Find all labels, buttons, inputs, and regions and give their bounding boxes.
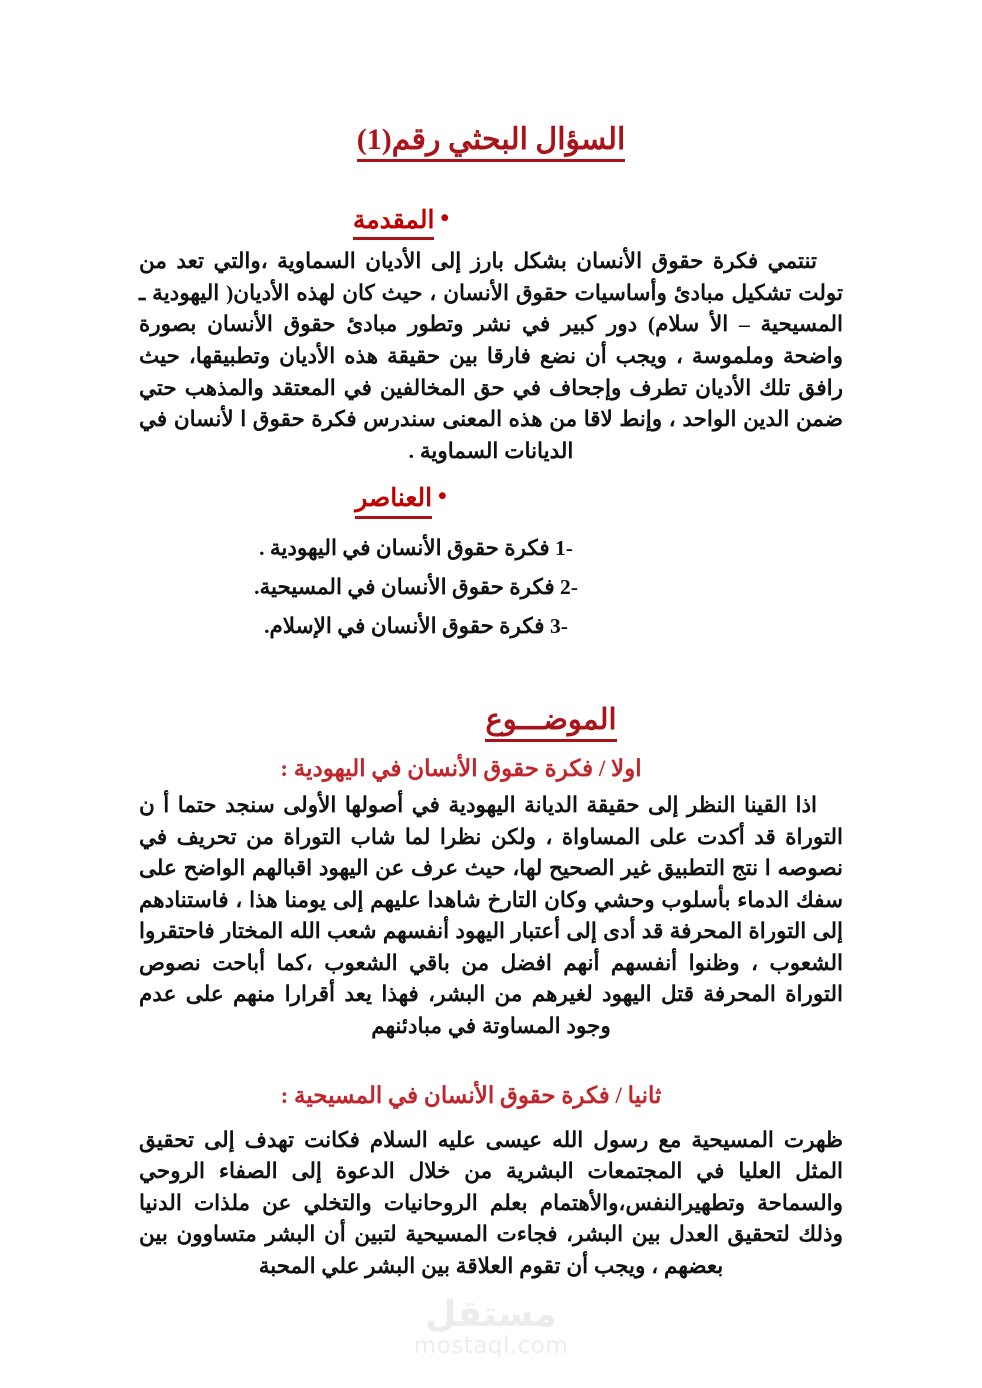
bullet-icon: • (438, 483, 447, 511)
list-item-label: فكرة حقوق الأنسان في المسيحية. (254, 574, 555, 599)
list-item (139, 568, 843, 607)
page-title-text: السؤال البحثي رقم(1) (357, 122, 626, 162)
list-item-label: فكرة حقوق الأنسان في اليهودية . (259, 535, 550, 560)
list-item-label: فكرة حقوق الأنسان في الإسلام. (264, 613, 545, 638)
section-heading-elements-label: العناصر (355, 483, 432, 518)
section-heading-introduction (139, 203, 843, 240)
christianity-paragraph: ظهرت المسيحية مع رسول الله عيسى عليه السلام فكانت تهدف إلى تحقيق المثل العليا في المجتمعات البشرية من خلال الدعوة إلى الصفاء الروحي والسماحة وتطهيرالنفس،والأهتمام بعلم الروحانيات والتخلي عن ملذات الدنيا وذلك لتحقيق العدل بين البشر، فجاءت المسيحية لتبين أن البشر متساوون بين بعضهم ، ويجب أن تقوم العلاقة بين البشر علي المحبة (139, 1127, 843, 1278)
watermark-logo-text: مستقل (425, 1294, 557, 1335)
subsection-heading-christianity: ثانيا / فكرة حقوق الأنسان في المسيحية : (280, 1082, 662, 1108)
watermark-url-text: mostaql.com (413, 1332, 569, 1359)
judaism-paragraph: اذا القينا النظر إلى حقيقة الديانة اليهودية في أصولها الأولى سنجد حتما أ ن التوراة قد أكدت على المساواة ، ولكن نظرا لما شاب التوراة من تحريف في نصوصه ا نتج التطبيق غير الصحيح لها، حيث عرف عن اليهود اقبالهم الواضح على سفك الدماء بأسلوب وحشي وكان التارخ شاهدا عليهم إلى يومنا هذا ، فاستنادهم إلى التوراة المحرفة قد أدى إلى أعتبار اليهود أنفسهم شعب الله المختار فاحتقروا الشعوب ، وظنوا أنفسهم أنهم افضل من باقي الشعوب ،كما أباحت نصوص التوراة المحرفة قتل اليهود لغيرهم من البشر، فهذا يعد أقرارا منهم على عدم وجود المساوتة في مبادئنهم (139, 792, 843, 1039)
section-heading-topic (139, 702, 843, 742)
section-heading-elements (139, 481, 843, 518)
list-item-number: 2- (560, 574, 578, 599)
bullet-icon: • (440, 205, 450, 232)
watermark (0, 1296, 982, 1359)
elements-list (139, 529, 843, 646)
introduction-paragraph: تنتمي فكرة حقوق الأنسان بشكل بارز إلى الأديان السماوية ،والتي تعد من تولت تشكيل مبادئ وأساسيات حقوق الأنسان ، حيث كان لهذه الأديان( اليهودية ـ المسيحية – الأ سلام) دور كبير في نشر وتطور مبادئ حقوق الأنسان بصورة واضحة وملموسة ، ويجب أن نضع فارقا بين حقيقة هذه الأديان وتطبيقها، حيث رافق تلك الأديان تطرف وإجحاف في حق المخالفين في المعتقد والمذهب حتي ضمن الدين الواحد ، وإنط لاقا من هذه المعنى سندرس فكرة حقوق ا لأنسان في الديانات السماوية . (139, 249, 843, 463)
list-item-number: 1- (555, 535, 573, 560)
section-heading-topic-label: الموضـــوع (485, 702, 616, 742)
subsection-heading-judaism: اولا / فكرة حقوق الأنسان في اليهودية : (280, 756, 642, 782)
page-title (139, 0, 843, 162)
document-content (139, 0, 843, 1283)
section-heading-introduction-label: المقدمة (353, 205, 435, 240)
list-item (139, 529, 843, 568)
list-item (139, 607, 843, 646)
list-item-number: 3- (549, 613, 568, 638)
